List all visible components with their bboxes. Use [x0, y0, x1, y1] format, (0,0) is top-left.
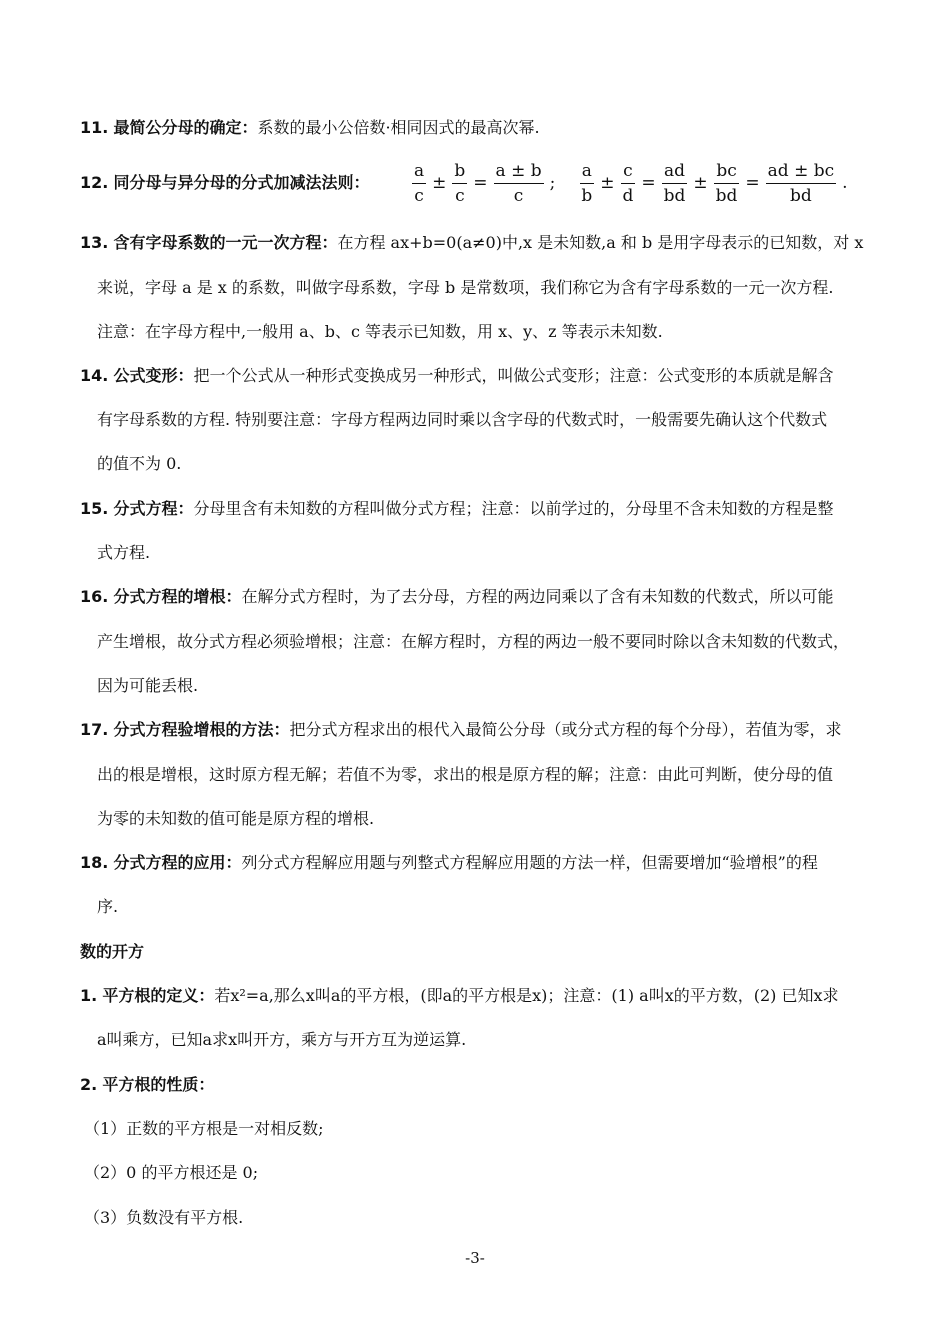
item-title: 最简公分母的确定：	[113, 118, 258, 137]
item-title: 分式方程验增根的方法：	[113, 720, 290, 739]
equals-sign: =	[641, 173, 656, 193]
item-13-line-2: 来说，字母 a 是 x 的系数，叫做字母系数，字母 b 是常数项，我们称它为含有字母系数的一元一次方程.	[97, 278, 834, 297]
root-item-1	[80, 986, 839, 1006]
item-11	[80, 118, 540, 138]
item-body-line: 把分式方程求出的根代入最简公分母（或分式方程的每个分母），若值为零，求	[289, 720, 842, 739]
item-17-line-3: 为零的未知数的值可能是原方程的增根.	[97, 809, 375, 828]
fraction-ad-over-bd: $\frac{ad}{bd}$	[663, 160, 686, 206]
fraction-sum-different-denominator: $\frac{ad \pm bc}{bd}$	[767, 160, 835, 206]
item-title: 含有字母系数的一元一次方程：	[113, 233, 338, 252]
item-18	[80, 853, 818, 873]
item-12	[80, 173, 369, 193]
equals-sign: =	[745, 173, 760, 193]
item-body-line: 分母里含有未知数的方程叫做分式方程；注意：以前学过的，分母里不含未知数的方程是整	[193, 499, 834, 518]
item-body-line: 把一个公式从一种形式变换成另一种形式，叫做公式变形；注意：公式变形的本质就是解含	[193, 366, 834, 385]
fraction-bc-over-bd: $\frac{bc}{bd}$	[715, 160, 738, 206]
item-title: 同分母与异分母的分式加减法法则：	[113, 173, 370, 192]
equals-sign: =	[473, 173, 488, 193]
item-body: 系数的最小公倍数·相同因式的最高次幂.	[257, 118, 540, 137]
fraction-a-over-b: $\frac{a}{b}$	[581, 160, 593, 206]
item-title: 平方根的性质：	[102, 1075, 215, 1094]
fraction-a-over-c: $\frac{a}{c}$	[414, 160, 425, 206]
item-body-line: 在解分式方程时，为了去分母，方程的两边同乘以了含有未知数的代数式，所以可能	[241, 587, 834, 606]
fraction-sum-same-denominator: $\frac{a \pm b}{c}$	[495, 160, 542, 206]
page-number: -3-	[465, 1249, 485, 1267]
section-title: 数的开方	[80, 942, 145, 961]
item-13	[80, 233, 863, 253]
item-number: 15.	[80, 499, 109, 518]
item-title: 分式方程的应用：	[113, 853, 242, 872]
item-16-line-2: 产生增根，故分式方程必须验增根；注意：在解方程时，方程的两边一般不要同时除以含未知数的代数式，	[97, 632, 850, 651]
item-17	[80, 720, 841, 740]
item-body-line: 若x²=a,那么x叫a的平方根，(即a的平方根是x)；注意：(1) a叫x的平方数，(2) 已知x求	[214, 986, 839, 1005]
item-title: 分式方程：	[113, 499, 194, 518]
item-title: 公式变形：	[113, 366, 194, 385]
plus-minus-sign: ±	[600, 173, 615, 193]
item-number: 11.	[80, 118, 109, 137]
fraction-rule-formula	[410, 155, 852, 211]
item-body-line: 在方程 ax+b=0(a≠0)中,x 是未知数,a 和 b 是用字母表示的已知数，对 x	[337, 233, 864, 252]
fraction-c-over-d: $\frac{c}{d}$	[622, 160, 634, 206]
item-number: 17.	[80, 720, 109, 739]
plus-minus-sign: ±	[432, 173, 447, 193]
fraction-b-over-c: $\frac{b}{c}$	[454, 160, 466, 206]
item-title: 分式方程的增根：	[113, 587, 242, 606]
item-16-line-3: 因为可能丢根.	[97, 676, 199, 695]
item-number: 18.	[80, 853, 109, 872]
property-1: （1）正数的平方根是一对相反数;	[84, 1119, 324, 1138]
separator: ;	[549, 173, 556, 193]
item-15-line-2: 式方程.	[97, 543, 151, 562]
item-15	[80, 499, 833, 519]
item-number: 1.	[80, 986, 98, 1005]
item-17-line-2: 出的根是增根，这时原方程无解；若值不为零，求出的根是原方程的解；注意：由此可判断，使分母的值	[97, 765, 834, 784]
period: .	[842, 173, 848, 193]
plus-minus-sign: ±	[693, 173, 708, 193]
item-14	[80, 366, 833, 386]
item-number: 14.	[80, 366, 109, 385]
item-number: 13.	[80, 233, 109, 252]
item-18-line-2: 序.	[97, 897, 119, 916]
property-3: （3）负数没有平方根.	[84, 1208, 244, 1227]
root-item-1-line-2: a叫乘方，已知a求x叫开方，乘方与开方互为逆运算.	[97, 1030, 467, 1049]
item-14-line-2: 有字母系数的方程. 特别要注意：字母方程两边同时乘以含字母的代数式时，一般需要先确认这个代数式	[97, 410, 828, 429]
item-16	[80, 587, 833, 607]
root-item-2	[80, 1075, 214, 1095]
item-number: 12.	[80, 173, 109, 192]
item-14-line-3: 的值不为 0.	[97, 454, 182, 473]
item-number: 16.	[80, 587, 109, 606]
item-number: 2.	[80, 1075, 98, 1094]
item-title: 平方根的定义：	[102, 986, 215, 1005]
item-body-line: 列分式方程解应用题与列整式方程解应用题的方法一样，但需要增加“验增根”的程	[241, 853, 818, 872]
property-2: （2）0 的平方根还是 0;	[84, 1163, 259, 1182]
item-13-line-3: 注意：在字母方程中,一般用 a、b、c 等表示已知数，用 x、y、z 等表示未知数.	[97, 322, 663, 341]
